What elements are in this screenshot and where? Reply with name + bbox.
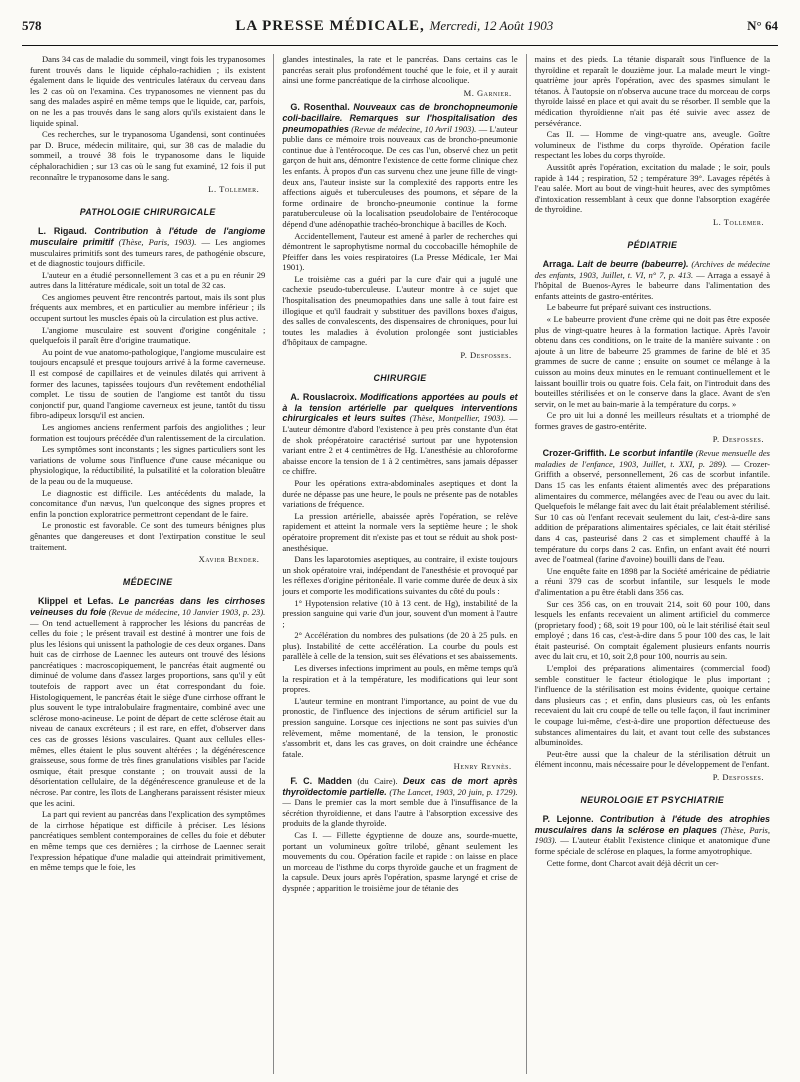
article-author: L. Rigaud. xyxy=(38,226,87,237)
paragraph: Dans 34 cas de maladie du sommeil, vingt fois les trypanosomes furent trouvés dans le liquide céphalo-rachidien ; ils existent également dans le liquide des ventricules latéraux du cerveau dans les 2 cas où on l'examina. Ces trypanosomes ne viennent pas du sang des malades aspiré en même temps que le liquide, car, parfois, on ne les a pas trouvés dans le sang alors qu'ils existaient dans le liquide spinal. xyxy=(30,54,266,128)
article-author: P. Lejonne. xyxy=(542,814,594,825)
article-text: — On tend actuellement à rapprocher les lésions du pancréas de celles du foie ; le présent travail est destiné à montrer une fois de plus les lésions qui unissent la pathologie de ces deux organes. Dans huit cas de cirrhose de Laennec les auteurs ont trouvé des lésions pancréatiques : macroscopiquement, le pancréas était augmenté ou diminué de volume dans d'assez larges proportions, sans qu'il y eût toutefois de rapport avec un état correspondant du foie. Histologiquement, le pancréas était le siège d'une cirrhose offrant le plus souvent le type intralobulaire fragmentaire, combiné avec une sclérose mono-acineuse. Le point de départ de cette sclérose était au niveau de canaux excréteurs ; il est rare, en effet, d'observer dans ces cas de grosses lésions vasculaires. Quant aux cellules elles-mêmes, elles étaient le plus souvent altérées ; la dégénérescence graisseuse, sous forme de très fines granulations visibles par l'acide osmique, était presque constante ; on trouvait aussi de la désorientation cellulaire, de la dégénérescence granuleuse et de la nécrose. Par contre, les îlots de Langherans paraissent résister mieux que les acini. xyxy=(30,617,266,808)
article-title: Contribution à l'étude de l'angiome musculaire primitif xyxy=(30,226,266,247)
signature: P. Desfosses. xyxy=(712,772,764,782)
issue-date: Mercredi, 12 Août 1903 xyxy=(429,18,554,33)
article-author: Arraga. xyxy=(542,259,575,270)
article-entry xyxy=(282,392,517,477)
article-author: G. Rosenthal. xyxy=(290,102,350,113)
signature: L. Tollemer. xyxy=(208,184,260,195)
header-rule xyxy=(22,45,778,46)
paragraph: « Le babeurre provient d'une crème qui ne doit pas être exposée plus de vingt-quatre heures à la formation lactique. Après l'avoir obtenu dans ces conditions, on le traite de la manière suivante : on ajoute à un litre de babeurre 25 grammes de farine de blé et 35 grammes de sucre de canne ; ensuite on soumet ce mélange à la cuisson au moins deux minutes en le remuant continuellement et le laissant bouillir trois ou quatre fois. Cela fait, on l'introduit dans des bouteilles stérilisées et on le conserve dans la glace. Avant de s'en servir, on le met au bain-marie à la température du corps. » xyxy=(534,314,770,409)
article-text: — Crozer-Griffith a observé, personnellement, 26 cas de scorbut infantile. Dans 15 cas les enfants étaient alimentés avec des préparations alimentaires du commerce, mélangées avec de l'eau ou avec du lait. Quelquefois le mélange fait avec du lait était préalablement stérilisé. Sur 10 cas où l'enfant recevait seulement du lait, c'est-à-dire sans addition de préparations alimentaires spéciales, ce lait était stérilisé dans 4 cas, pasteurisé dans 2 cas et simplement chauffé à la température du corps dans 2 cas. Enfin, un enfant avait été nourri avec de l'oatmeal (farine d'avoine) bouilli dans de l'eau. xyxy=(534,458,770,565)
article-title: Contribution à l'étude des atrophies musculaires dans la sclérose en plaques xyxy=(534,814,770,835)
article-entry xyxy=(282,102,517,229)
article-author: A. Rouslacroix. xyxy=(290,392,357,403)
article-source: (Archives de médecine des enfants, 1903, Juillet, t. VI, n° 7, p. 413. xyxy=(534,259,770,280)
article-entry xyxy=(30,596,265,808)
article-source: (The Lancet, 1903, 20 juin, p. 1729). xyxy=(389,786,518,797)
article-entry xyxy=(535,814,770,856)
page-number: 578 xyxy=(22,18,42,33)
article-title: Lait de beurre (babeurre). xyxy=(577,259,689,270)
paragraph: Sur ces 356 cas, on en trouvait 214, soit 60 pour 100, dans lesquels les enfants recevaient un aliment artificiel du commerce (proprietary food) ; 68, soit 19 pour 100, où le lait stérilisé était seul employé ; dans 16 cas, c'est-à-dire dans 5 pour 100 des cas, le lait était pasteurisé. On comptait également plusieurs enfants nourris avec du lait cru, et 10, soit 2,8 pour 100, nourris au sein. xyxy=(534,598,770,662)
article-text: — Les angiomes musculaires primitifs sont des tumeurs rares, de pathogénie obscure, et de diagnostic toujours difficile. xyxy=(30,236,266,269)
signature: M. Garnier. xyxy=(463,87,512,98)
signature: P. Desfosses. xyxy=(712,433,764,444)
article-text: — L'auteur démontre d'abord l'existence à peu près constante d'un état de shok préopératoire caractérisé surtout par une hypotension variant entre 2 et 4 centimètres de Hg. L'anesthésie au chloroforme abaisse encore la tension de 1 à 2 centimètres, sans jamais dépasser ce chiffre. xyxy=(282,413,518,477)
paragraph: Les angiomes anciens renferment parfois des angiolithes ; leur formation est toujours précédée d'un ralentissement de la circulation. xyxy=(30,422,266,443)
paragraph: 2° Accélération du nombres des pulsations (de 20 à 25 puls. en plus). Instabilité de cette accélération. La courbe du pouls est parallèle à celle de la tension, suit ses élévations et ses abaissements. xyxy=(282,630,518,662)
signature: Henry Reynès. xyxy=(453,761,512,772)
paragraph: Ces recherches, sur le trypanosoma Ugandensi, sont continuées par D. Bruce, médecin militaire, qui, sur 38 cas de maladie du sommeil, a trouvé 38 fois le trypanosome dans le liquide céphalorachidien ; sur 13 cas où le sang fut examiné, 12 fois il put reconnaître le trypanosome dans le sang. xyxy=(30,129,266,182)
paragraph: Ce pro uit lui a donné les meilleurs résultats et a triomphé de formes graves de gastro-entérite. xyxy=(534,410,770,431)
article-source: (Thèse, Paris, 1903). xyxy=(118,236,197,247)
article-text: — L'auteur publie dans ce mémoire trois nouveaux cas de broncho-pneumonie continue due à l'entérocoque. De ces cas l'un, observé chez un petit garçon de huit ans, démontre l'existence de cette forme clinique chez les enfants. À propos d'un cas survenu chez une jeune fille de vingt-deux ans, l'auteur insiste sur la complexité des rapports entre les affections aiguës et tuberculeuses des poumons, et sépare de la forme ordinaire de broncho-pneumonie continue la forme paratuberculeuse où la localisation pseudolobaire de l'entérocoque dépend d'une adénopathie trachéo-bronchique à bacilles de Koch. xyxy=(282,123,518,229)
issue-number: N° 64 xyxy=(747,18,778,33)
section-heading: PÉDIATRIE xyxy=(627,239,678,250)
article-source: (Revue de médecine, 10 Janvier 1903, p. 23). xyxy=(108,606,266,617)
paragraph: La part qui revient au pancréas dans l'explication des symptômes de la cirrhose hépatique est difficile à préciser. Les lésions pancréatiques semblent contemporaines de celles du foie et débuter en même temps que ces dernières ; la cirrhose de Laennec serait l'expression hépatique d'une maladie qui atteindrait primitivement, en même temps que le foie, les xyxy=(30,809,266,873)
section-heading: NEUROLOGIE ET PSYCHIATRIE xyxy=(580,794,725,805)
section-heading: CHIRURGIE xyxy=(373,372,427,383)
author-location: (du Caire). xyxy=(357,776,398,786)
signature: Xavier Bender. xyxy=(198,554,260,565)
paragraph: Pour les opérations extra-abdominales aseptiques et dont la durée ne dépasse pas une heure, le pouls ne présente pas de notables variations de fréquence. xyxy=(282,477,518,510)
paragraph: Le pronostic est favorable. Ce sont des tumeurs bénignes plus gênantes que dangereuses et dont l'extirpation constitue le seul traitement. xyxy=(30,520,266,552)
paragraph: Cette forme, dont Charcot avait déjà décrit un cer- xyxy=(546,857,719,868)
paragraph: Les diverses infections impriment au pouls, en même temps qu'à la respiration et à la température, les modifications qui leur sont propres. xyxy=(282,663,518,695)
paragraph: Cas I. — Fillette égyptienne de douze ans, sourde-muette, portant un volumineux goître trilobé, gênant seulement les mouvements du cou. Opération facile et rapide : on laisse en place un morceau de l'isthme du corps thyroïde gauche et un fragment de la capsule. Deux jours après l'opération, spasme laryngé et crise de dyspnée ; apparition le troisième jour de tétanie des xyxy=(282,829,518,893)
section-heading: MÉDECINE xyxy=(122,576,173,587)
journal-title xyxy=(235,18,553,35)
paragraph: Au point de vue anatomo-pathologique, l'angiome musculaire est toujours encapsulé et presque toujours arrivé à la forme caverneuse. Il est composé de capillaires et de veinules dilatés qui arrivent à former des lacunes, tapissées toujours d'un revêtement endothélial complet. Le tissu de soutien de l'angiome est tantôt du tissu conjonctif pur, quand l'angiome caverneux est jeune, tantôt du tissu fibro-adipeux lorsqu'il est ancien. xyxy=(30,346,266,421)
paragraph: Peut-être aussi que la chaleur de la stérilisation détruit un élément inconnu, mais nécessaire pour le développement de l'enfant. xyxy=(534,748,770,770)
article-title: Le pancréas dans les cirrhoses veineuses du foie xyxy=(30,596,266,617)
signature: P. Desfosses. xyxy=(460,350,512,361)
paragraph: Le troisième cas a guéri par la cure d'air qui a jugulé une cachexie pseudo-tuberculeuse. L'auteur montre à ce sujet que l'hospitalisation des pneumopathies dans une salle à tout faire est illogique et qu'il faudrait y substituer des pavillons boxes d'aigus, des salles de convalescents, des dispensaires de chroniques, pour lui toutes les maladies à évolution prolongée sont justiciables d'hôpitaux de campagne. xyxy=(282,273,518,348)
paragraph: Aussitôt après l'opération, excitation du malade ; le soir, pouls rapide à 144 ; respiration, 52 ; température 39°. Lavages répétés à l'eau salée. Mort au bout de vingt-huit heures, avec des symptômes d'intoxication ressemblant à ceux que donne l'absorption exagérée de thyroïdine. xyxy=(534,161,770,215)
paragraph: Une enquête faite en 1898 par la Société américaine de pédiatrie a réuni 379 cas de scorbut infantile, sur lesquels le mode d'alimentation a pu être établi dans 356 cas. xyxy=(534,565,770,597)
paragraph: glandes intestinales, la rate et le pancréas. Dans certains cas le pancréas serait plus profondément touché que le foie, et il y aurait ainsi une forme pancréatique de la cirrhose alcoolique. xyxy=(282,54,518,86)
article-source: (Revue mensuelle des maladies de l'enfance, 1903, Juillet, t. XXI, p. 289). xyxy=(534,448,771,469)
article-source: (Thèse, Paris, 1903). xyxy=(534,824,770,846)
paragraph: Ces angiomes peuvent être rencontrés partout, mais ils sont plus fréquents aux membres, et en particulier au membre inférieur ; ils occupent surtout les muscles épais où la circulation est plus active. xyxy=(30,291,266,324)
paragraph: L'emploi des préparations alimentaires (commercial food) semble constituer le facteur étiologique le plus important ; l'influence de la stérilisation est moins évidente, quoique certaine dans plusieurs cas ; et enfin, dans plusieurs cas, où les enfants recevaient du lait cru coupé de telle ou telle façon, il faut incriminer le coupage lui-même, c'est-à-dire une proportion défectueuse des substances alimentaires du lait, et avant tout celle des substances albuminoïdes. xyxy=(534,663,770,748)
paragraph: 1° Hypotension relative (10 à 13 cent. de Hg), instabilité de la pression sanguine qui varie d'un jour, souvent d'un moment à l'autre ; xyxy=(282,597,518,629)
paragraph: L'auteur en a étudié personnellement 3 cas et a pu en réunir 29 autres dans la littérature médicale, soit un total de 32 cas. xyxy=(30,269,266,291)
page-header xyxy=(22,18,778,42)
paragraph: Le babeurre fut préparé suivant ces instructions. xyxy=(546,302,712,313)
article-author: Crozer-Griffith. xyxy=(542,448,607,459)
article-text: — Arraga a essayé à l'hôpital de Buenos-Ayres le babeurre dans l'alimentation des enfants atteints de gastro-entérites. xyxy=(534,269,770,301)
column-1 xyxy=(22,54,273,1074)
paragraph: Les symptômes sont inconstants ; les signes particuliers sont les variations de volume sous l'influence d'une cause mécanique ou physiologique, la réductibilité, la pulsatilité et la coloration bleuâtre de la peau ou de la muqueuse. xyxy=(30,444,266,486)
article-entry xyxy=(282,776,517,829)
article-text: — Dans le premier cas la mort semble due à l'insuffisance de la sécrétion thyroïdienne, et dans l'autre à l'absorption excessive des produits de la glande thyroïde. xyxy=(282,797,518,829)
paragraph: L'angiome musculaire est souvent d'origine congénitale ; quelquefois il paraît être d'origine traumatique. xyxy=(30,324,266,346)
paragraph: Cas II. — Homme de vingt-quatre ans, aveugle. Goître volumineux de l'isthme du corps thyroïde. Opération facile respectant les lobes du corps thyroïde. xyxy=(534,129,770,161)
journal-name: LA PRESSE MÉDICALE, xyxy=(235,18,425,34)
article-source: (Thèse, Montpellier, 1903). xyxy=(409,413,506,424)
article-author: F. C. Madden xyxy=(290,776,352,786)
article-entry xyxy=(30,226,265,268)
article-entry xyxy=(535,448,770,565)
paragraph: La pression artérielle, abaissée après l'opération, se relève rapidement et atteint la normale vers la septième heure ; le shok opératoire proprement dit n'existe pas et tout se réduit au shok post-anesthésique. xyxy=(282,510,518,553)
paragraph: Dans les laparotomies aseptiques, au contraire, il existe toujours un shok opératoire vrai, indépendant de l'anesthésie et provoqué par les réflexes d'origine péritonéale. Il varie comme durée de deux à six jours et comporte les modifications suivantes du côté du pouls : xyxy=(282,554,518,596)
column-2 xyxy=(273,54,525,1074)
article-author: Klippel et Lefas. xyxy=(38,596,114,607)
column-3 xyxy=(526,54,778,1074)
paragraph: Le diagnostic est difficile. Les antécédents du malade, la concomitance d'un nævus, l'un quelconque des signes propres et enfin la ponction exploratrice permettront cependant de le faire. xyxy=(30,487,266,519)
signature: L. Tollemer. xyxy=(712,216,764,227)
article-columns xyxy=(22,54,778,1074)
paragraph: mains et des pieds. La tétanie disparaît sous l'influence de la thyroïdine et reparaît le douzième jour. La malade meurt le vingt-quatrième jour après l'opération, avec des spasmes simulant le tétanos. À l'autopsie on n'observa aucune trace du morceau de corps thyroïde laissé en place et qui avait du se résorber. Il semble que la médication thyroïdienne n'ait pas été suivie avec assez de persévérance. xyxy=(534,54,770,128)
section-heading: PATHOLOGIE CHIRURGICALE xyxy=(79,206,216,217)
article-text: — L'auteur établit l'existence clinique et anatomique d'une forme spéciale de sclérose en plaques, la forme amyotrophique. xyxy=(534,835,770,856)
paragraph: L'auteur termine en montrant l'importance, au point de vue du pronostic, de l'influence des injections de sérum artificiel sur la pression sanguine. Lorsque ces injections ne sont pas suivies d'un relèvement, même momentané, de la tension, le pronostic s'assombrit et, dans les cas graves, on doit craindre une échéance fatale. xyxy=(282,695,518,759)
article-title: Nouveaux cas de bronchopneumonie coli-bacillaire. Remarques sur l'hospitalisation des pneumopathies xyxy=(282,102,518,134)
article-title: Le scorbut infantile xyxy=(609,448,694,459)
article-source: (Revue de médecine, 10 Avril 1903). xyxy=(351,123,477,134)
article-title: Modifications apportées au pouls et à la tension artérielle par quelques interventions chirurgicales et leurs suites xyxy=(282,392,518,424)
article-entry xyxy=(535,259,770,301)
article-title: Deux cas de mort après thyroïdectomie partielle. xyxy=(282,776,518,797)
paragraph: Accidentellement, l'auteur est amené à parler de recherches qui démontrent le saprophytisme normal du coccobacille hémophile de Pfeiffer dans les voies respiratoires (La Presse Médicale, 1er Mai 1901). xyxy=(282,230,518,273)
